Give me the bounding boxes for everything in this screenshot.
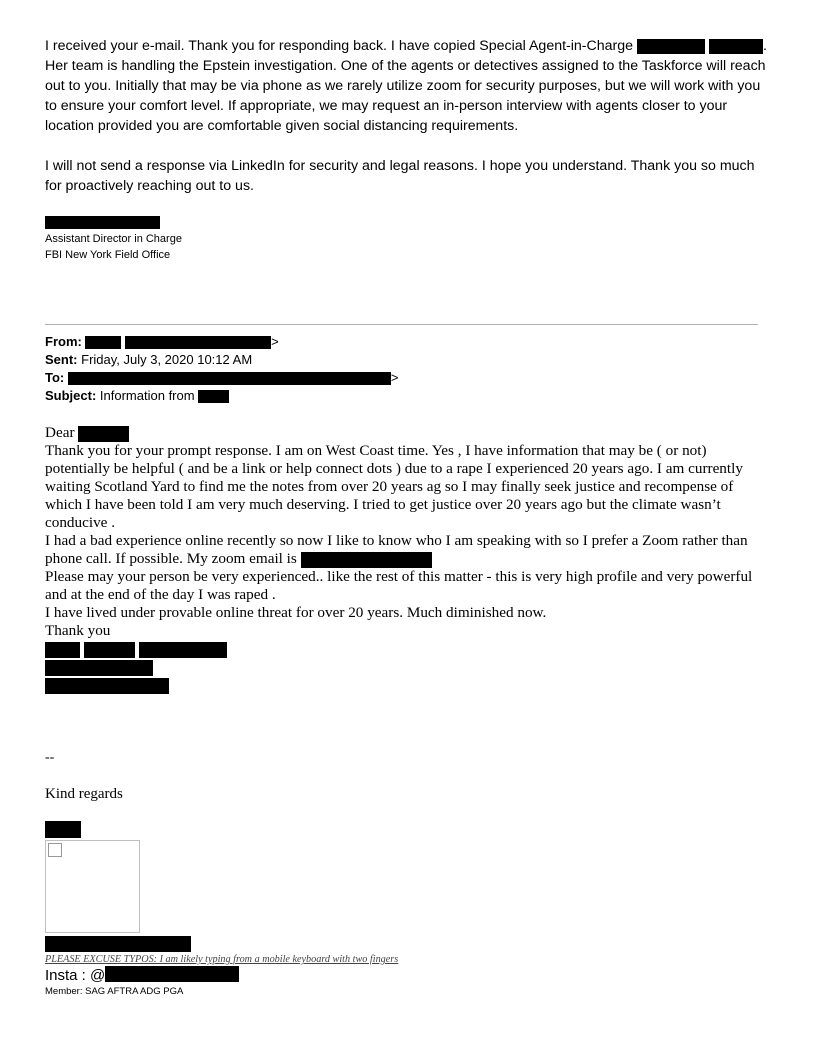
header-from-label: From: (45, 334, 82, 349)
instagram-label: Insta : @ (45, 967, 106, 984)
header-from-suffix: > (271, 334, 279, 349)
redacted-line (45, 676, 765, 693)
redaction-bar (637, 39, 705, 54)
message-greeting (45, 424, 765, 442)
redaction-bar (85, 336, 121, 349)
redaction-bar (45, 642, 80, 658)
header-sent (45, 351, 398, 369)
broken-image-placeholder (45, 840, 140, 933)
broken-image-icon (48, 843, 62, 857)
redaction-bar (709, 39, 763, 54)
redaction-bar (139, 642, 227, 658)
message-paragraph-2-text: I had a bad experience online recently so now I like to know who I am speaking with so I prefer a Zoom rather than phone call. If possible. My zoom email is (45, 532, 748, 567)
header-subject-value: Information from (99, 388, 195, 403)
message-paragraph-3: Please may your person be very experienced.. like the rest of this matter - this is very high profile and very powerful and at the end of the day I was raped . (45, 568, 753, 603)
header-sent-value: Friday, July 3, 2020 10:12 AM (81, 352, 253, 367)
reply-paragraph-2: I will not send a response via LinkedIn for security and legal reasons. I hope you understand. Thank you so much for proactively reaching out to us. (45, 158, 755, 194)
redaction-bar (125, 336, 271, 349)
redaction-bar (78, 426, 129, 442)
email-headers (45, 333, 398, 405)
message-paragraph-2 (45, 532, 765, 568)
redaction-bar (45, 936, 191, 952)
redacted-line (45, 640, 765, 657)
message-thanks: Thank you (45, 622, 111, 639)
redaction-bar (68, 372, 391, 385)
membership-line: Member: SAG AFTRA ADG PGA (45, 986, 184, 997)
sender-signature (45, 216, 182, 263)
message-paragraph-4: I have lived under provable online threat for over 20 years. Much diminished now. (45, 604, 547, 621)
reply-paragraph-1-rest: . Her team is handling the Epstein investigation. One of the agents or detectives assigned to the Taskforce will reach out to you. Initially that may be via phone as we rarely utilize zoom for security purposes, but we will work with you to ensure your comfort level. If appropriate, we may request an in-person interview with agents closer to your location provided you are comfortable given social distancing requirements. (45, 38, 767, 134)
kind-regards: Kind regards (45, 786, 123, 802)
redaction-bar (45, 216, 160, 229)
header-to-label: To: (45, 370, 65, 385)
redaction-bar (84, 642, 135, 658)
header-subject-label: Subject: (45, 388, 97, 403)
message-body (45, 424, 765, 694)
reply-body (45, 36, 775, 196)
header-sent-label: Sent: (45, 352, 78, 367)
redaction-bar (45, 821, 81, 838)
signature-title: Assistant Director in Charge (45, 233, 182, 245)
greeting-text: Dear (45, 424, 75, 441)
message-divider (45, 324, 758, 325)
header-from (45, 333, 398, 351)
redaction-bar (45, 678, 169, 694)
typos-note: PLEASE EXCUSE TYPOS: I am likely typing from a mobile keyboard with two fingers (45, 954, 399, 965)
redaction-bar (198, 390, 229, 403)
header-subject (45, 387, 398, 405)
signature-office: FBI New York Field Office (45, 249, 171, 261)
message-paragraph-1: Thank you for your prompt response. I am on West Coast time. Yes , I have information that may be ( or not) potentially be helpful ( and be a link or help connect dots ) due to a rape I experienced 20 years ago. I am currently waiting Scotland Yard to find me the notes from over 20 years ag so I may finally seek justice and recompense of which I have been told I am very much deserving. I tried to get justice over 20 years ago but the climate wasn’t conducive . (45, 442, 743, 531)
instagram-handle (45, 966, 239, 984)
header-to (45, 369, 398, 387)
header-to-suffix: > (390, 370, 399, 385)
signature-separator: -- (45, 750, 55, 765)
reply-paragraph-1-start: I received your e-mail. Thank you for responding back. I have copied Special Agent-in-Charge (45, 38, 634, 54)
redaction-bar (301, 552, 432, 568)
reply-paragraph-1 (45, 36, 775, 136)
redaction-bar (45, 660, 153, 676)
redacted-line (45, 658, 765, 675)
redaction-bar (105, 966, 239, 982)
